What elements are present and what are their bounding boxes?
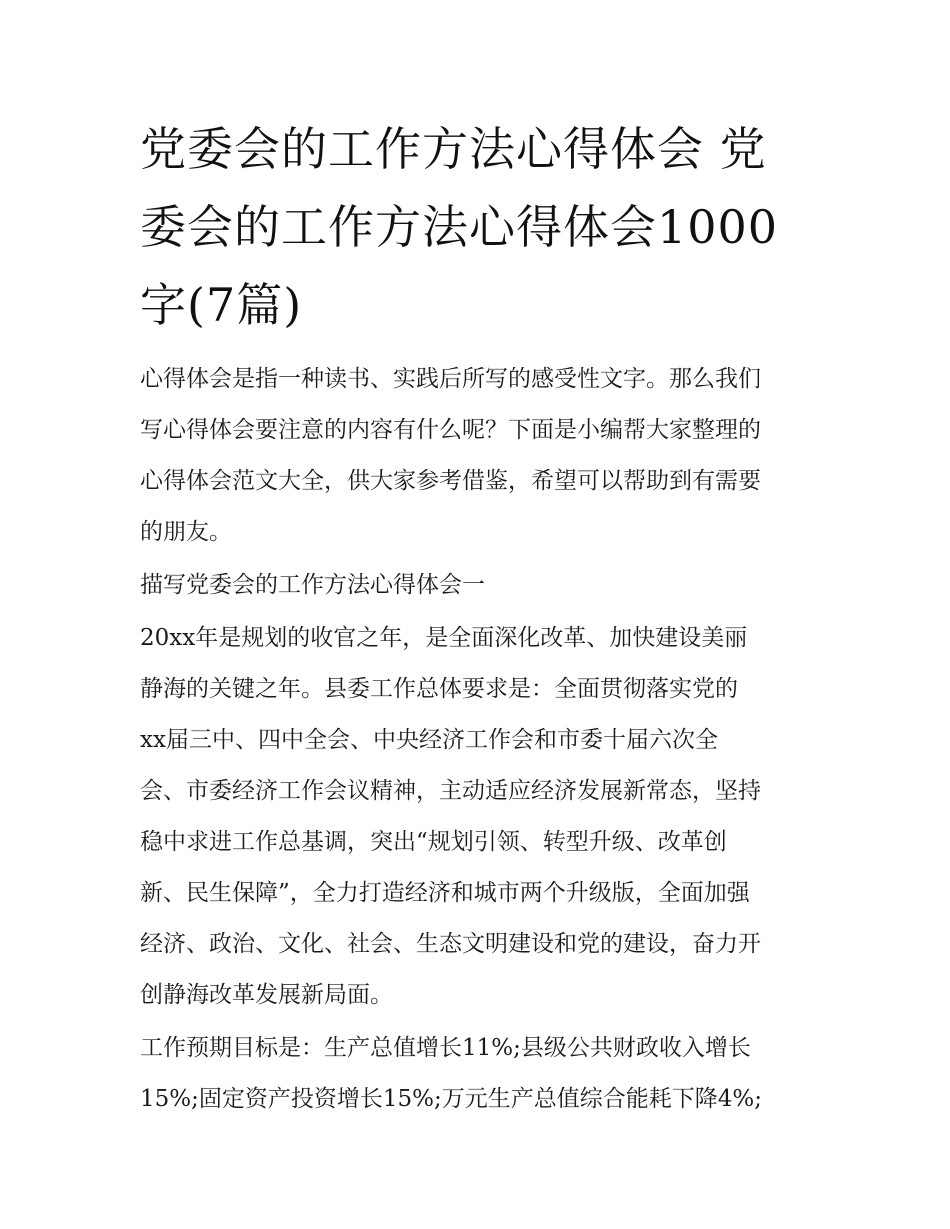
text-line: 经济、政治、文化、社会、生态文明建设和党的建设，奋力开 [140, 931, 761, 957]
text-line: 会、市委经济工作会议精神，主动适应经济发展新常态，坚持 [140, 778, 761, 804]
text-line: 工作预期目标是：生产总值增长11%;县级公共财政收入增长 [140, 1035, 751, 1061]
text-line: 的朋友。 [140, 519, 232, 545]
text-line: 20xx年是规划的收官之年，是全面深化改革、加快建设美丽 [140, 625, 748, 651]
section-heading [140, 560, 820, 611]
document-page [140, 110, 820, 1125]
text-line: 稳中求进工作总基调，突出“规划引领、转型升级、改革创 [140, 829, 727, 855]
text-line: 心得体会范文大全，供大家参考借鉴，希望可以帮助到有需要 [140, 468, 761, 494]
body-paragraph [140, 1023, 820, 1125]
title-line: 党委会的工作方法心得体会 党 [140, 122, 767, 176]
intro-paragraph [140, 354, 820, 558]
text-line: 新、民生保障”，全力打造经济和城市两个升级版，全面加强 [140, 880, 750, 906]
body-paragraph [140, 613, 820, 1021]
title-line: 委会的工作方法心得体会1000 [140, 200, 779, 254]
text-line: 15%;固定资产投资增长15%;万元生产总值综合能耗下降4%; [140, 1086, 762, 1112]
text-line: 心得体会是指一种读书、实践后所写的感受性文字。那么我们 [140, 366, 761, 392]
text-line: 写心得体会要注意的内容有什么呢？下面是小编帮大家整理的 [140, 417, 761, 443]
document-title [140, 110, 820, 344]
text-line: 创静海改革发展新局面。 [140, 982, 393, 1008]
text-line: xx届三中、四中全会、中央经济工作会和市委十届六次全 [140, 727, 718, 753]
text-line: 描写党委会的工作方法心得体会一 [140, 572, 485, 598]
text-line: 静海的关键之年。县委工作总体要求是：全面贯彻落实党的 [140, 676, 738, 702]
title-line: 字(7篇) [140, 278, 303, 332]
